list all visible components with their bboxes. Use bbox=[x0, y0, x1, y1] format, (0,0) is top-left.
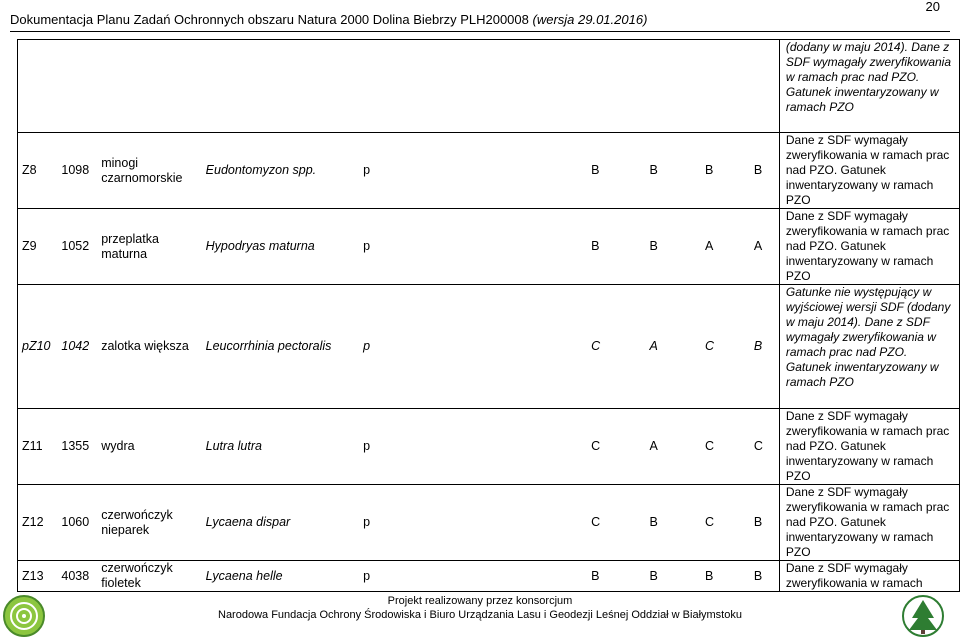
table-row bbox=[18, 133, 960, 209]
population-type: p bbox=[359, 409, 587, 485]
population-type: p bbox=[359, 285, 587, 409]
species-name: czerwończyk nieparek bbox=[97, 485, 201, 561]
grade-cell: A bbox=[646, 409, 702, 485]
grade-cell: C bbox=[587, 485, 645, 561]
grade-cell bbox=[750, 40, 780, 133]
grade-cell: C bbox=[701, 285, 750, 409]
species-table bbox=[17, 39, 960, 592]
notes-cell: (dodany w maju 2014). Dane z SDF wymagały zweryfikowania w ramach prac nad PZO. Gatunek inwentaryzowany w ramach PZO bbox=[779, 40, 959, 133]
grade-cell: A bbox=[701, 209, 750, 285]
species-code: Z11 bbox=[18, 409, 58, 485]
species-latin: Lycaena dispar bbox=[202, 485, 360, 561]
notes-cell: Gatunke nie występujący w wyjściowej wersji SDF (dodany w maju 2014). Dane z SDF wymagały zweryfikowania w ramach prac nad PZO. Gatunek inwentaryzowany w ramach PZO bbox=[779, 285, 959, 409]
species-name: zalotka większa bbox=[97, 285, 201, 409]
table-row bbox=[18, 409, 960, 485]
population-type: p bbox=[359, 561, 587, 592]
table-row bbox=[18, 209, 960, 285]
grade-cell bbox=[646, 40, 702, 133]
version-label: (wersja 29.01.2016) bbox=[532, 12, 648, 27]
footer-line-1: Projekt realizowany przez konsorcjum bbox=[387, 595, 573, 607]
species-number: 1052 bbox=[57, 209, 97, 285]
grade-cell: C bbox=[701, 485, 750, 561]
grade-cell: B bbox=[587, 561, 645, 592]
grade-cell: B bbox=[750, 133, 780, 209]
grade-cell: C bbox=[587, 409, 645, 485]
species-code bbox=[18, 40, 58, 133]
table-row bbox=[18, 561, 960, 592]
species-number: 1042 bbox=[57, 285, 97, 409]
grade-cell: B bbox=[701, 561, 750, 592]
grade-cell: A bbox=[646, 285, 702, 409]
population-type: p bbox=[359, 133, 587, 209]
species-latin: Leucorrhinia pectoralis bbox=[202, 285, 360, 409]
page-footer bbox=[0, 594, 960, 622]
population-type bbox=[359, 40, 587, 133]
species-code: Z9 bbox=[18, 209, 58, 285]
table-row bbox=[18, 285, 960, 409]
grade-cell: C bbox=[701, 409, 750, 485]
species-name: czerwończyk fioletek bbox=[97, 561, 201, 592]
species-latin: Lycaena helle bbox=[202, 561, 360, 592]
species-name: minogi czarnomorskie bbox=[97, 133, 201, 209]
species-number: 1098 bbox=[57, 133, 97, 209]
notes-cell: Dane z SDF wymagały zweryfikowania w ramach prac nad PZO. Gatunek inwentaryzowany w ramach PZO bbox=[779, 485, 959, 561]
grade-cell: B bbox=[750, 561, 780, 592]
grade-cell: A bbox=[750, 209, 780, 285]
page-number: 20 bbox=[925, 0, 940, 14]
footer-line-2: Narodowa Fundacja Ochrony Środowiska i Biuro Urządzania Lasu i Geodezji Leśnej Oddział w Białymstoku bbox=[218, 609, 742, 621]
grade-cell: B bbox=[750, 285, 780, 409]
grade-cell: C bbox=[750, 409, 780, 485]
notes-cell: Dane z SDF wymagały zweryfikowania w ramach bbox=[779, 561, 959, 592]
grade-cell: B bbox=[587, 209, 645, 285]
document-title: Dokumentacja Planu Zadań Ochronnych obszaru Natura 2000 Dolina Biebrzy PLH200008 (wersja 29.01.2016) bbox=[10, 12, 648, 27]
notes-cell: Dane z SDF wymagały zweryfikowania w ramach prac nad PZO. Gatunek inwentaryzowany w ramach PZO bbox=[779, 209, 959, 285]
header-divider bbox=[10, 31, 950, 32]
species-code: pZ10 bbox=[18, 285, 58, 409]
species-latin bbox=[202, 40, 360, 133]
species-code: Z12 bbox=[18, 485, 58, 561]
grade-cell: B bbox=[750, 485, 780, 561]
forest-logo bbox=[900, 594, 946, 638]
species-code: Z13 bbox=[18, 561, 58, 592]
grade-cell: B bbox=[701, 133, 750, 209]
grade-cell: B bbox=[646, 561, 702, 592]
species-latin: Eudontomyzon spp. bbox=[202, 133, 360, 209]
species-latin: Lutra lutra bbox=[202, 409, 360, 485]
species-name: wydra bbox=[97, 409, 201, 485]
population-type: p bbox=[359, 209, 587, 285]
species-number: 1060 bbox=[57, 485, 97, 561]
grade-cell bbox=[587, 40, 645, 133]
grade-cell: B bbox=[646, 209, 702, 285]
grade-cell: B bbox=[587, 133, 645, 209]
species-latin: Hypodryas maturna bbox=[202, 209, 360, 285]
species-number: 4038 bbox=[57, 561, 97, 592]
species-name: przeplatka maturna bbox=[97, 209, 201, 285]
grade-cell bbox=[701, 40, 750, 133]
species-name bbox=[97, 40, 201, 133]
table-row bbox=[18, 40, 960, 133]
species-number: 1355 bbox=[57, 409, 97, 485]
notes-cell: Dane z SDF wymagały zweryfikowania w ramach prac nad PZO. Gatunek inwentaryzowany w ramach PZO bbox=[779, 133, 959, 209]
grade-cell: B bbox=[646, 485, 702, 561]
table-row bbox=[18, 485, 960, 561]
species-code: Z8 bbox=[18, 133, 58, 209]
species-number bbox=[57, 40, 97, 133]
notes-cell: Dane z SDF wymagały zweryfikowania w ramach prac nad PZO. Gatunek inwentaryzowany w ramach PZO bbox=[779, 409, 959, 485]
grade-cell: B bbox=[646, 133, 702, 209]
grade-cell: C bbox=[587, 285, 645, 409]
population-type: p bbox=[359, 485, 587, 561]
